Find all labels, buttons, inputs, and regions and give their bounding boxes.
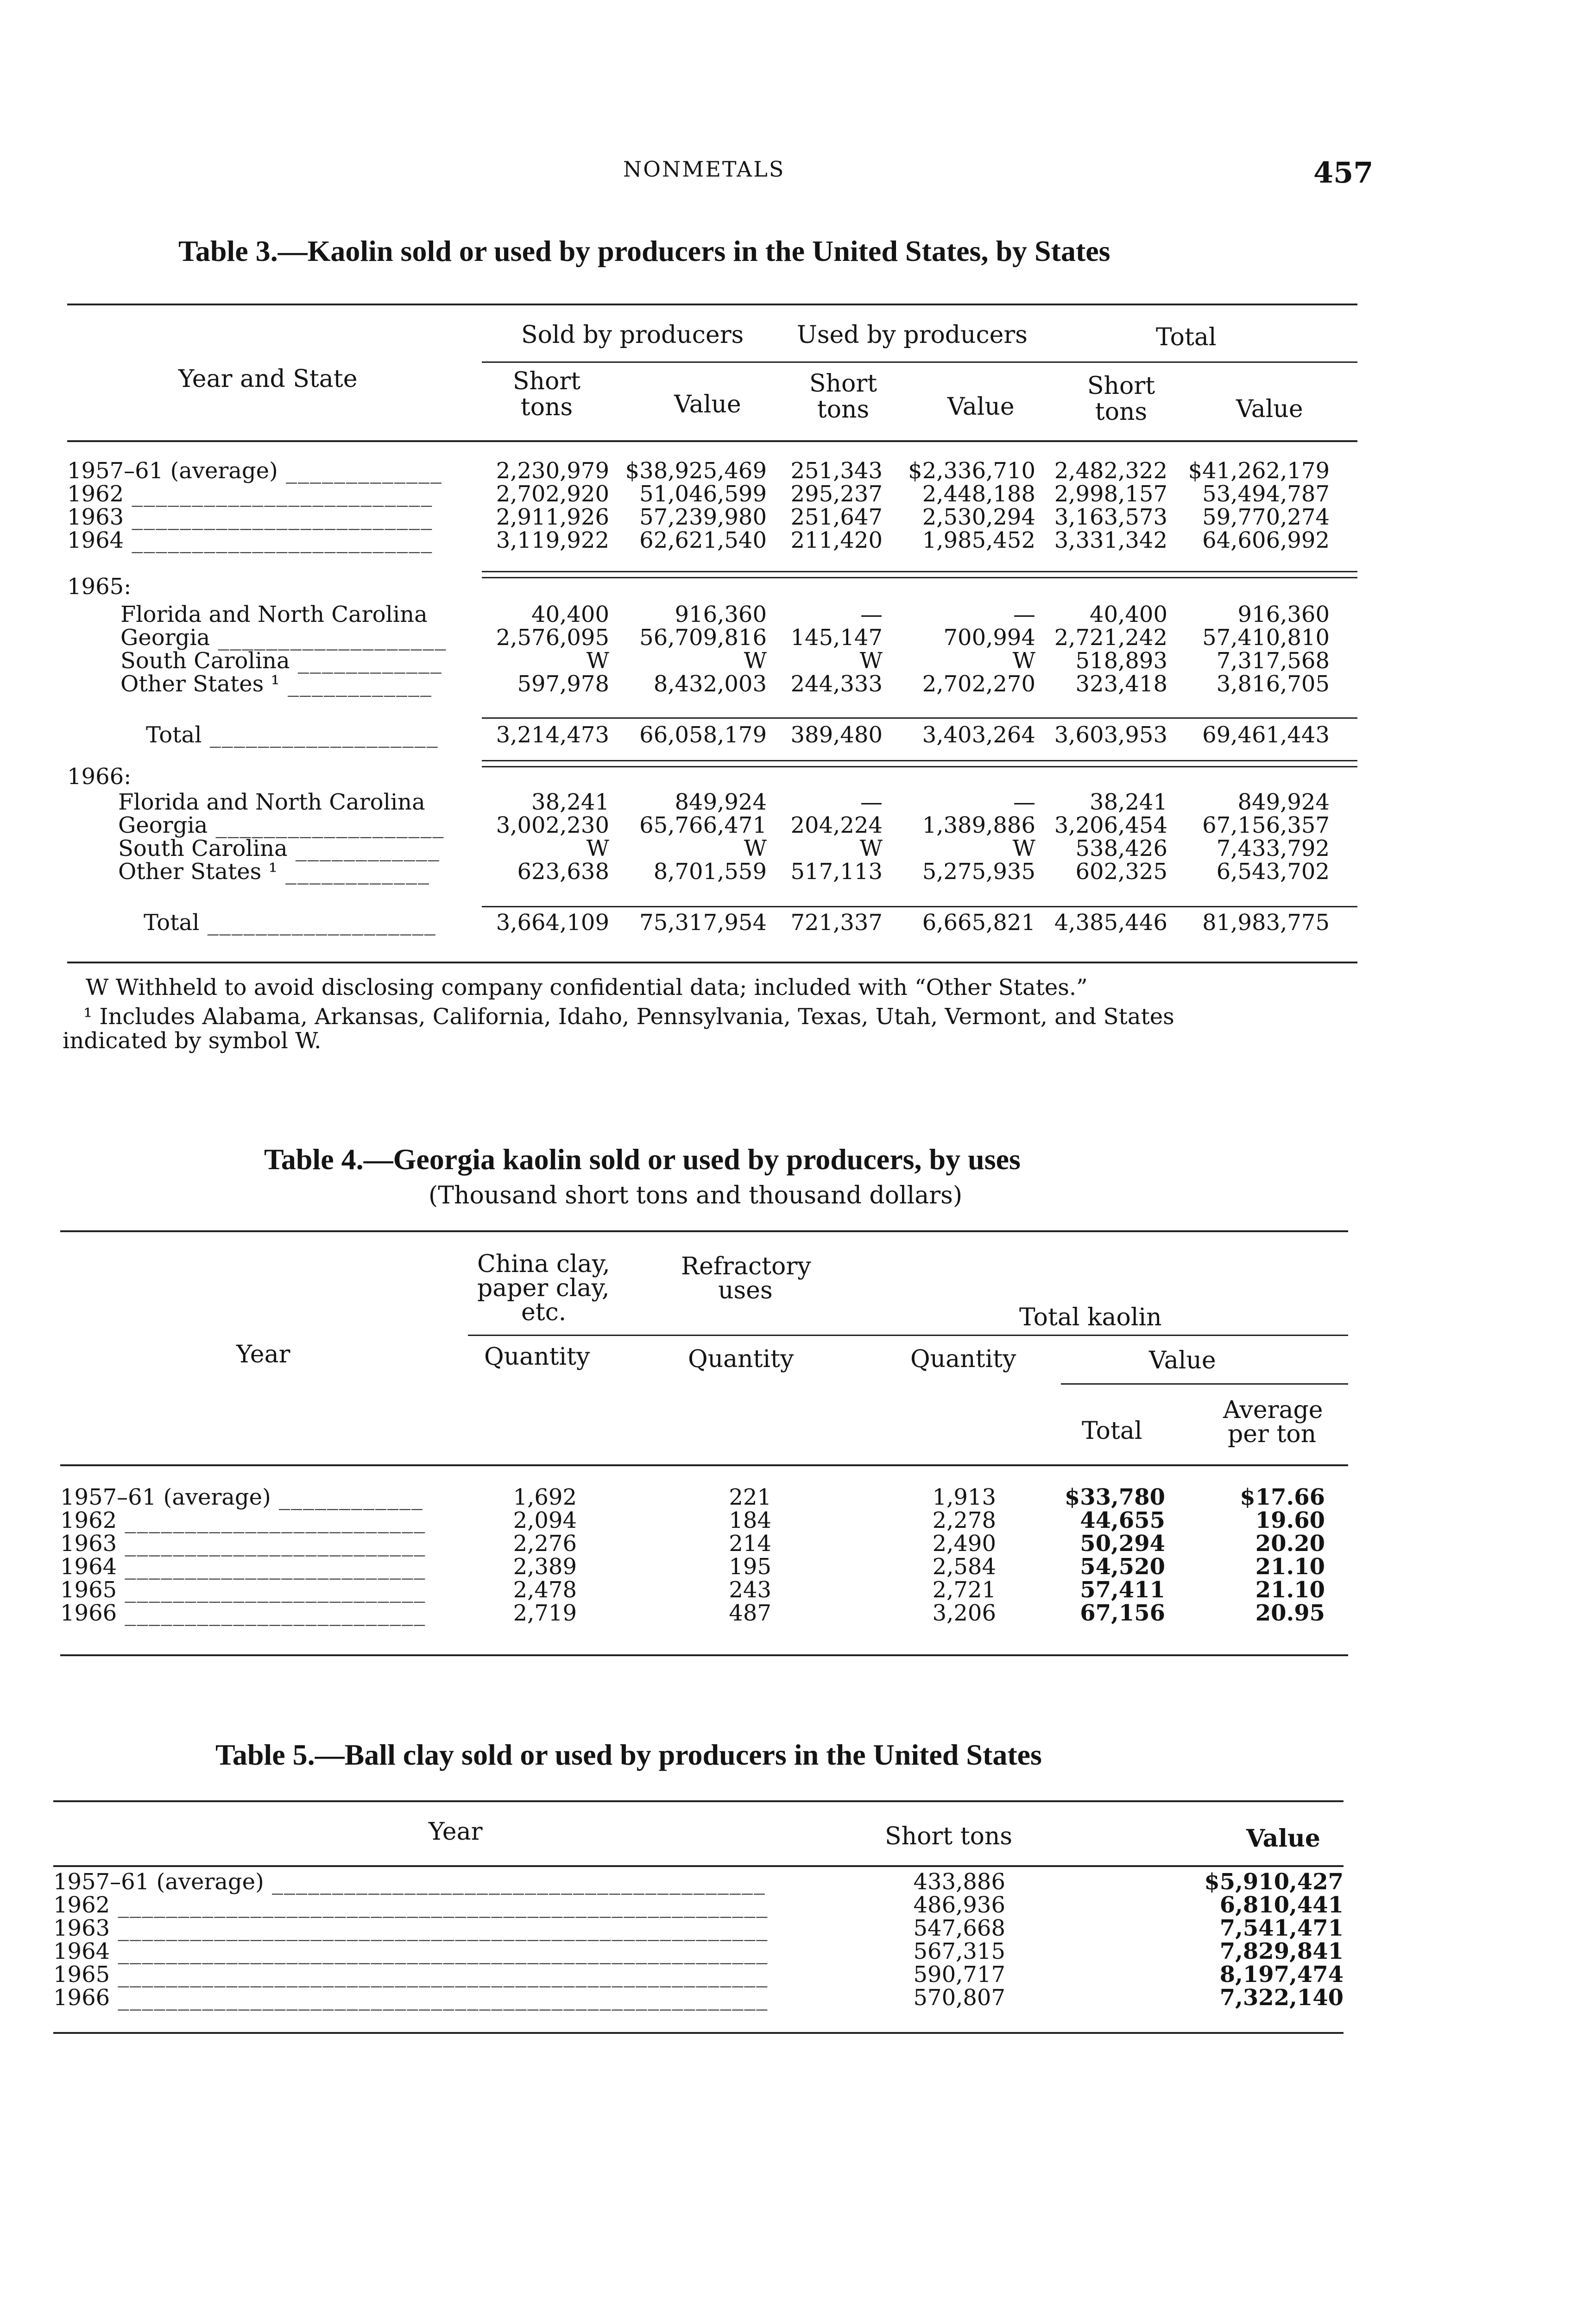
- table3-sold-short-tons-header: Short tons: [512, 367, 581, 421]
- cell: 57,410,810: [1202, 625, 1330, 651]
- row-label-text: Georgia: [118, 812, 208, 838]
- cell: 3,163,573: [1054, 504, 1167, 530]
- cell: 7,433,792: [1216, 836, 1330, 861]
- cell: 2,478: [513, 1577, 577, 1603]
- cell: 623,638: [517, 859, 609, 885]
- cell: 547,668: [913, 1915, 1005, 1941]
- table3-footnote-1: ¹ Includes Alabama, Arkansas, California, Idaho, Pennsylvania, Texas, Utah, Vermont, and States: [83, 1004, 1174, 1030]
- cell: 2,448,188: [922, 481, 1035, 507]
- cell: —: [860, 789, 883, 815]
- table3-top-rule: [67, 304, 1357, 305]
- cell: 3,403,264: [922, 722, 1035, 748]
- cell: 2,530,294: [922, 504, 1035, 530]
- cell: $33,780: [1064, 1484, 1165, 1510]
- row-label-text: 1965: [53, 1962, 110, 1988]
- cell: 64,606,992: [1202, 527, 1330, 553]
- cell: 38,241: [1090, 789, 1167, 815]
- dot-leader: ______________________________________________________: [110, 1985, 769, 2011]
- table4-average-header-2: per ton: [1228, 1420, 1317, 1448]
- table3-footnote-w: W Withheld to avoid disclosing company confidential data; included with “Other States.”: [86, 975, 1088, 1000]
- dot-leader: _________________________: [124, 481, 433, 507]
- table3-total-short-tons-header: Short tons: [1087, 372, 1155, 426]
- row-label: [118, 860, 430, 884]
- cell: 65,766,471: [639, 812, 767, 838]
- cell: 1,985,452: [922, 527, 1035, 553]
- table3-used-header: Used by producers: [797, 321, 1028, 349]
- table4-value-rule: [1061, 1383, 1348, 1385]
- dot-leader: _________________________: [117, 1531, 426, 1557]
- row-label-text: 1966: [53, 1985, 110, 2011]
- row-label: [60, 1532, 426, 1556]
- row-label-text: 1964: [53, 1938, 110, 1964]
- cell: 57,239,980: [639, 504, 767, 530]
- cell: 2,998,157: [1054, 481, 1167, 507]
- cell: 7,322,140: [1219, 1985, 1344, 2011]
- table3-sold-value-header: Value: [674, 391, 741, 418]
- table3-title: Table 3.—Kaolin sold or used by producers in the United States, by States: [178, 234, 1110, 267]
- cell: W: [586, 836, 609, 861]
- cell: $5,910,427: [1204, 1869, 1344, 1895]
- cell: 20.20: [1255, 1531, 1325, 1557]
- cell: 3,331,342: [1054, 527, 1167, 553]
- dot-leader: ______________________________________________________: [110, 1915, 769, 1941]
- dot-leader: _________________________: [124, 504, 433, 530]
- row-label: [53, 1939, 768, 1963]
- cell: 849,924: [1237, 789, 1330, 815]
- cell: 21.10: [1255, 1554, 1325, 1580]
- running-head: NONMETALS: [623, 157, 785, 182]
- table5-bottom-rule: [53, 2032, 1344, 2034]
- dot-leader: ____________: [271, 1484, 424, 1510]
- cell: 3,816,705: [1216, 671, 1330, 697]
- cell: 214: [729, 1531, 771, 1557]
- cell: 2,276: [513, 1531, 577, 1557]
- table5-title: Table 5.—Ball clay sold or used by producers in the United States: [215, 1738, 1042, 1771]
- row-label: [53, 1870, 766, 1894]
- table5-top-rule: [53, 1800, 1344, 1802]
- table3-year-1966-label: 1966:: [67, 764, 132, 790]
- cell: 3,206: [932, 1600, 996, 1626]
- table4-year-header: Year: [236, 1341, 290, 1368]
- dot-leader: _________________________: [117, 1554, 426, 1580]
- table3-footnote-1-cont: indicated by symbol W.: [63, 1028, 322, 1054]
- cell: 2,576,095: [496, 625, 609, 651]
- cell: $17.66: [1240, 1484, 1325, 1510]
- cell: 53,494,787: [1202, 481, 1330, 507]
- dot-leader: _________________________: [124, 527, 433, 553]
- cell: 2,721: [932, 1577, 996, 1603]
- cell: 518,893: [1075, 648, 1167, 674]
- cell: W: [859, 648, 883, 674]
- table4-value-header: Value: [1149, 1347, 1216, 1374]
- row-label-text: South Carolina: [120, 648, 290, 674]
- cell: 6,810,441: [1219, 1892, 1344, 1918]
- row-label: [67, 459, 442, 483]
- row-label-text: 1965: [60, 1577, 117, 1603]
- cell: 2,584: [932, 1554, 996, 1580]
- cell: 7,317,568: [1216, 648, 1330, 674]
- table3-group-rule: [482, 361, 1357, 363]
- dot-leader: _________________________: [117, 1600, 426, 1626]
- cell: W: [1012, 648, 1035, 674]
- row-label: [60, 1508, 426, 1532]
- table3-1966-subtotal-rule: [482, 906, 1357, 907]
- table5-short-tons-header: Short tons: [885, 1823, 1013, 1850]
- row-label-text: Other States ¹: [118, 859, 278, 885]
- cell: 2,278: [932, 1507, 996, 1533]
- cell: 3,002,230: [496, 812, 609, 838]
- cell: 3,119,922: [496, 527, 609, 553]
- table4-china-header-2: paper clay,: [477, 1274, 610, 1302]
- row-label: [120, 649, 442, 673]
- cell: 916,360: [1237, 601, 1330, 627]
- table3-bottom-rule: [67, 962, 1357, 963]
- cell: 50,294: [1080, 1531, 1165, 1557]
- cell: 538,426: [1075, 836, 1167, 861]
- cell: 916,360: [675, 601, 767, 627]
- row-label-text: 1957–61 (average): [60, 1484, 271, 1510]
- cell: 40,400: [1090, 601, 1167, 627]
- dot-leader: ___________________: [210, 625, 447, 651]
- cell: $41,262,179: [1188, 458, 1330, 484]
- table4-header-rule: [60, 1464, 1348, 1466]
- cell: 75,317,954: [639, 910, 767, 936]
- cell: 567,315: [913, 1938, 1005, 1964]
- dot-leader: ____________: [290, 648, 442, 674]
- cell: 3,603,953: [1054, 722, 1167, 748]
- cell: 5,275,935: [922, 859, 1035, 885]
- cell: 517,113: [790, 859, 883, 885]
- cell: 8,701,559: [653, 859, 767, 885]
- dot-leader: ______________________________________________________: [110, 1962, 769, 1988]
- row-label: [53, 1916, 768, 1940]
- cell: 602,325: [1075, 859, 1167, 885]
- table4-china-header-3: etc.: [521, 1298, 567, 1326]
- cell: 67,156: [1080, 1600, 1165, 1626]
- cell: 8,432,003: [653, 671, 767, 697]
- row-label-text: Other States ¹: [120, 671, 280, 697]
- cell: 67,156,357: [1202, 812, 1330, 838]
- row-label-text: 1964: [67, 527, 124, 553]
- table5-value-header: Value: [1246, 1824, 1320, 1853]
- row-label-text: Florida and North Carolina: [118, 789, 425, 815]
- cell: 8,197,474: [1219, 1962, 1344, 1988]
- row-label: [60, 1555, 426, 1579]
- row-label-text: Florida and North Carolina: [120, 601, 428, 627]
- cell: 62,621,540: [639, 527, 767, 553]
- row-label-text: 1966: [60, 1600, 117, 1626]
- table4-bottom-rule: [60, 1654, 1348, 1656]
- cell: 81,983,775: [1202, 910, 1330, 936]
- dot-leader: _________________________: [117, 1507, 426, 1533]
- row-label: [53, 1986, 768, 2010]
- cell: 3,206,454: [1054, 812, 1167, 838]
- table3-1965-total-rule: [482, 760, 1357, 767]
- cell: 2,702,270: [922, 671, 1035, 697]
- cell: 145,147: [790, 625, 883, 651]
- row-label: [120, 626, 447, 650]
- cell: 597,978: [517, 671, 609, 697]
- cell: W: [744, 648, 767, 674]
- cell: 184: [729, 1507, 771, 1533]
- table4-refractory-header-2: uses: [718, 1277, 773, 1304]
- cell: 2,719: [513, 1600, 577, 1626]
- cell: 1,913: [932, 1484, 996, 1510]
- row-label: [53, 1893, 768, 1917]
- dot-leader: ___________________: [208, 812, 445, 838]
- cell: 59,770,274: [1202, 504, 1330, 530]
- cell: 57,411: [1080, 1577, 1165, 1603]
- dot-leader: _________________________: [117, 1577, 426, 1603]
- table4-group-rule: [468, 1335, 1348, 1336]
- table5-header-rule: [53, 1865, 1344, 1867]
- cell: 721,337: [790, 910, 883, 936]
- cell: 251,343: [790, 458, 883, 484]
- row-label-text: 1962: [60, 1507, 117, 1533]
- cell: 295,237: [790, 481, 883, 507]
- table3-year-state-header: Year and State: [178, 365, 358, 393]
- cell: 244,333: [790, 671, 883, 697]
- row-label: [118, 790, 425, 814]
- cell: 2,490: [932, 1531, 996, 1557]
- row-label: [53, 1962, 768, 1987]
- table4-china-header-1: China clay,: [477, 1250, 610, 1278]
- dot-leader: ___________________: [199, 910, 436, 936]
- cell: 2,389: [513, 1554, 577, 1580]
- row-label: [60, 1578, 426, 1602]
- cell: $2,336,710: [908, 458, 1035, 484]
- table4-china-quantity-header: Quantity: [484, 1343, 590, 1371]
- table3-1965-subtotal-rule: [482, 717, 1357, 719]
- row-label-text: 1962: [67, 481, 124, 507]
- row-label: [60, 1485, 423, 1509]
- row-label-text: South Carolina: [118, 836, 288, 861]
- table5-year-header: Year: [429, 1818, 483, 1846]
- cell: 69,461,443: [1202, 722, 1330, 748]
- row-label-text: Total: [146, 722, 202, 748]
- table4-total-kaolin-header: Total kaolin: [1019, 1304, 1162, 1331]
- cell: 56,709,816: [639, 625, 767, 651]
- cell: 323,418: [1075, 671, 1167, 697]
- cell: 251,647: [790, 504, 883, 530]
- cell: W: [1012, 836, 1035, 861]
- table3-header-rule: [67, 440, 1357, 442]
- cell: 2,230,979: [496, 458, 609, 484]
- cell: 433,886: [913, 1869, 1005, 1895]
- cell: 221: [729, 1484, 771, 1510]
- cell: —: [1013, 789, 1035, 815]
- dot-leader: _________________________________________: [264, 1869, 766, 1895]
- cell: —: [860, 601, 883, 627]
- cell: 204,224: [790, 812, 883, 838]
- table4-refractory-quantity-header: Quantity: [688, 1345, 794, 1373]
- cell: 66,058,179: [639, 722, 767, 748]
- row-label: [120, 672, 432, 696]
- cell: 195: [729, 1554, 771, 1580]
- cell: 849,924: [675, 789, 767, 815]
- table3-1964-rule: [482, 571, 1357, 578]
- row-label: [118, 813, 445, 837]
- row-label-text: 1957–61 (average): [67, 458, 278, 484]
- cell: 2,094: [513, 1507, 577, 1533]
- table3-total-header: Total: [1156, 323, 1217, 351]
- cell: 570,807: [913, 1985, 1005, 2011]
- row-label-text: Total: [144, 910, 200, 936]
- row-label: [67, 505, 433, 529]
- dot-leader: ____________: [287, 836, 440, 861]
- row-label: [67, 528, 433, 552]
- row-label: [60, 1601, 426, 1625]
- cell: 1,692: [513, 1484, 577, 1510]
- dot-leader: ___________________: [202, 722, 439, 748]
- page-number: 457: [1313, 156, 1374, 190]
- row-label-text: 1962: [53, 1892, 110, 1918]
- cell: 4,385,446: [1054, 910, 1167, 936]
- cell: W: [744, 836, 767, 861]
- row-label-text: 1963: [60, 1531, 117, 1557]
- cell: 19.60: [1255, 1507, 1325, 1533]
- cell: 590,717: [913, 1962, 1005, 1988]
- table4-subtitle: (Thousand short tons and thousand dollars): [429, 1182, 963, 1209]
- table3-used-value-header: Value: [947, 393, 1015, 421]
- row-label-text: 1957–61 (average): [53, 1869, 264, 1895]
- table4-total-value-header: Total: [1082, 1417, 1142, 1445]
- dot-leader: _____________: [278, 458, 443, 484]
- cell: 20.95: [1255, 1600, 1325, 1626]
- cell: 54,520: [1080, 1554, 1165, 1580]
- cell: —: [1013, 601, 1035, 627]
- row-label-text: Georgia: [120, 625, 210, 651]
- dot-leader: ______________________________________________________: [110, 1892, 769, 1918]
- cell: 2,702,920: [496, 481, 609, 507]
- cell: 2,482,322: [1054, 458, 1167, 484]
- row-label-text: 1963: [53, 1915, 110, 1941]
- cell: 1,389,886: [922, 812, 1035, 838]
- cell: 7,541,471: [1219, 1915, 1344, 1941]
- cell: 7,829,841: [1219, 1938, 1344, 1964]
- cell: 21.10: [1255, 1577, 1325, 1603]
- row-label-text: 1963: [67, 504, 124, 530]
- cell: 486,936: [913, 1892, 1005, 1918]
- cell: 38,241: [531, 789, 609, 815]
- row-label: [67, 482, 433, 506]
- row-label: [120, 602, 428, 627]
- cell: 40,400: [531, 601, 609, 627]
- table3-year-1965-label: 1965:: [67, 574, 132, 600]
- cell: $38,925,469: [625, 458, 767, 484]
- cell: 2,911,926: [496, 504, 609, 530]
- row-label: [144, 911, 436, 935]
- cell: 243: [729, 1577, 771, 1603]
- cell: 2,721,242: [1054, 625, 1167, 651]
- cell: 6,665,821: [922, 910, 1035, 936]
- row-label: [118, 836, 440, 861]
- cell: 51,046,599: [639, 481, 767, 507]
- dot-leader: ____________: [279, 671, 433, 697]
- cell: 389,480: [790, 722, 883, 748]
- cell: W: [586, 648, 609, 674]
- cell: W: [859, 836, 883, 861]
- table4-refractory-header-1: Refractory: [681, 1253, 811, 1280]
- cell: 6,543,702: [1216, 859, 1330, 885]
- table3-used-short-tons-header: Short tons: [809, 370, 877, 424]
- cell: 211,420: [790, 527, 883, 553]
- cell: 3,664,109: [496, 910, 609, 936]
- table4-total-quantity-header: Quantity: [910, 1345, 1016, 1373]
- cell: 44,655: [1080, 1507, 1165, 1533]
- cell: 3,214,473: [496, 722, 609, 748]
- dot-leader: ____________: [277, 859, 430, 885]
- table3-total-value-header: Value: [1236, 395, 1303, 423]
- table4-title: Table 4.—Georgia kaolin sold or used by producers, by uses: [264, 1143, 1021, 1176]
- table4-top-rule: [60, 1230, 1348, 1232]
- dot-leader: ______________________________________________________: [110, 1938, 769, 1964]
- cell: 700,994: [943, 625, 1035, 651]
- table4-average-header-1: Average: [1223, 1396, 1323, 1424]
- cell: 487: [729, 1600, 771, 1626]
- row-label: [146, 723, 439, 747]
- table3-sold-header: Sold by producers: [521, 321, 744, 349]
- row-label-text: 1964: [60, 1554, 117, 1580]
